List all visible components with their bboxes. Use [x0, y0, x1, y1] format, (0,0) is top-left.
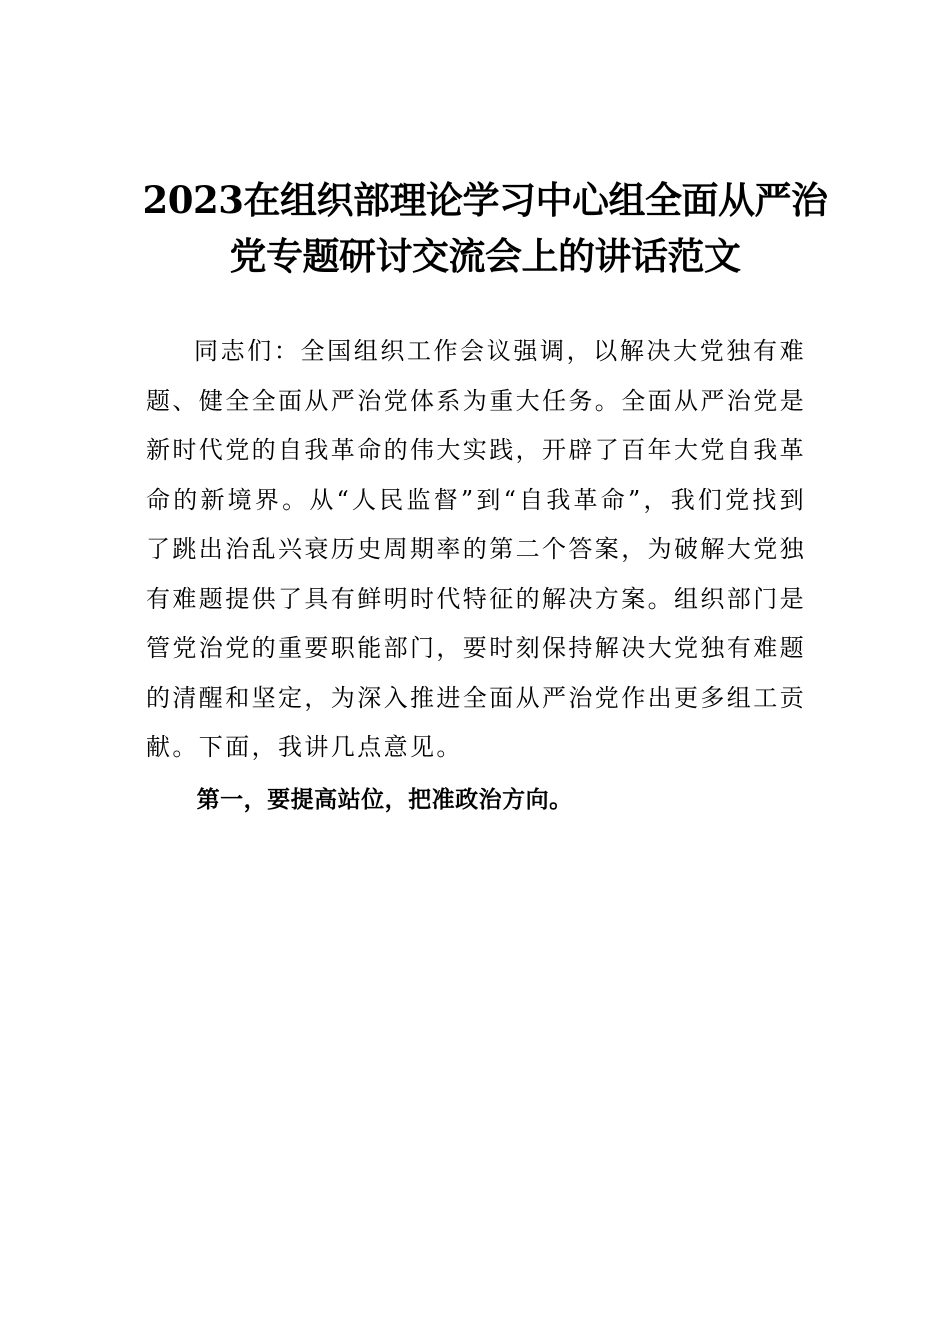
- body-paragraph: 同志们：全国组织工作会议强调，以解决大党独有难题、健全全面从严治党体系为重大任务。全面从严治党是新时代党的自我革命的伟大实践，开辟了百年大党自我革命的新境界。从“人民监督”到“自我革命”，我们党找到了跳出治乱兴衰历史周期率的第二个答案，为破解大党独有难题提供了具有鲜明时代特征的解决方案。组织部门是管党治党的重要职能部门，要时刻保持解决大党独有难题的清醒和坚定，为深入推进全面从严治党作出更多组工贡献。下面，我讲几点意见。: [146, 337, 806, 761]
- document-title: 2023在组织部理论学习中心组全面从严治党专题研讨交流会上的讲话范文: [142, 178, 828, 278]
- section-heading: 第一，要提高站位，把准政治方向。: [196, 787, 573, 813]
